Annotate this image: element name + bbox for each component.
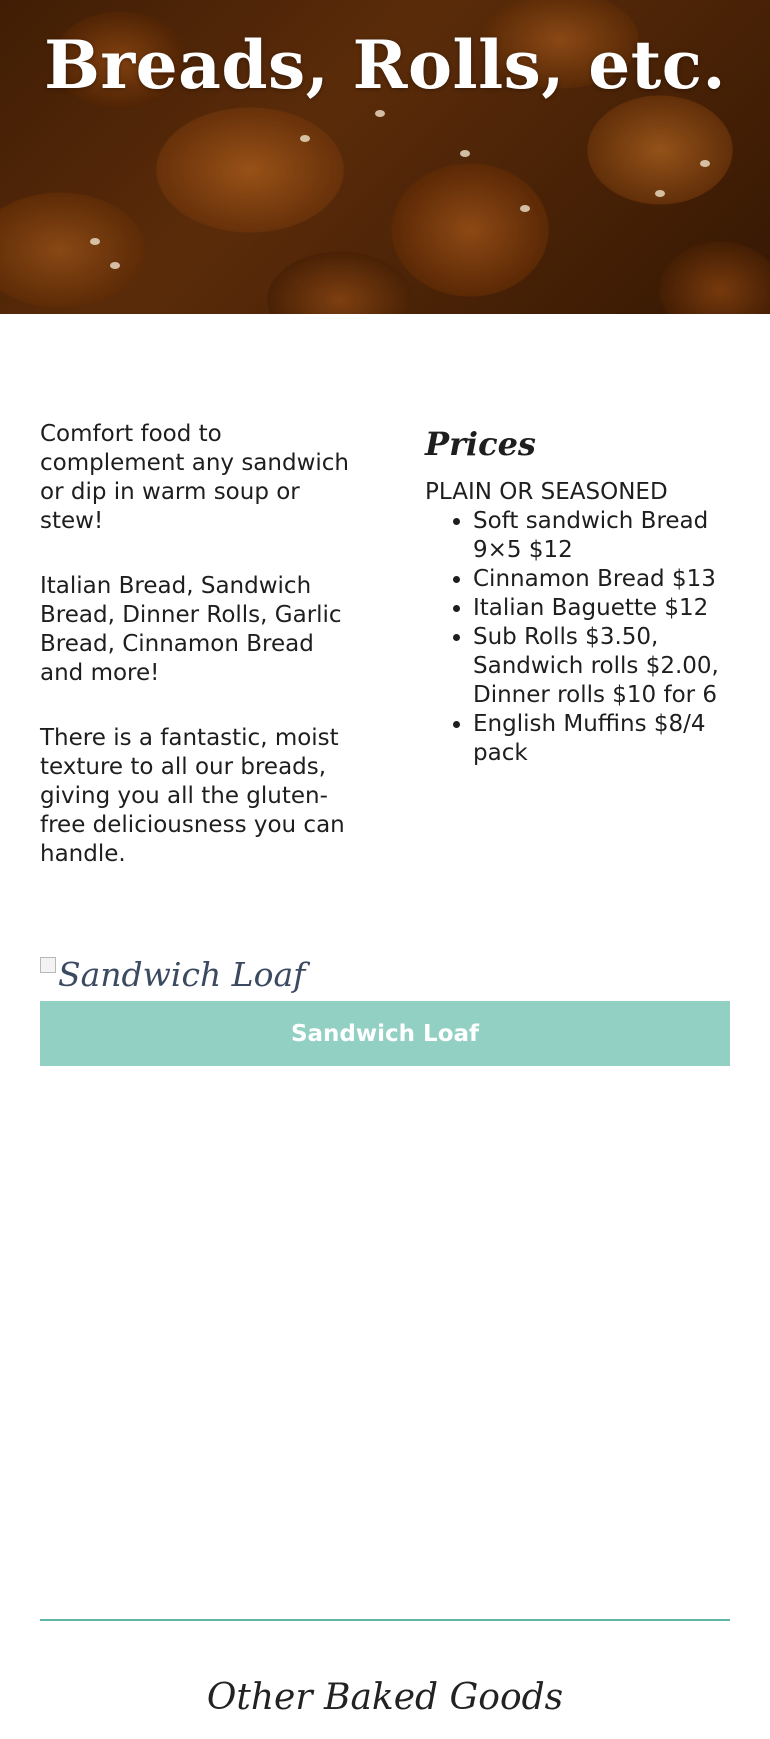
hero-banner <box>0 0 770 314</box>
price-item: • Soft sandwich Bread 9×5 $12 <box>473 507 735 565</box>
broken-image-icon <box>40 957 56 973</box>
hero-speck <box>520 205 530 212</box>
section-divider <box>40 1619 730 1621</box>
intro-paragraph: Italian Bread, Sandwich Bread, Dinner Rolls, Garlic Bread, Cinnamon Bread and more! <box>40 573 342 686</box>
intro-column <box>40 420 350 905</box>
hero-speck <box>700 160 710 167</box>
hero-speck <box>655 190 665 197</box>
prices-column <box>425 424 735 768</box>
hero-speck <box>300 135 310 142</box>
page-title: Breads, Rolls, etc. <box>44 26 726 104</box>
other-baked-goods-heading: Other Baked Goods <box>206 1677 564 1718</box>
price-item: • Cinnamon Bread $13 <box>473 565 735 594</box>
prices-heading: Prices <box>425 425 536 463</box>
intro-paragraph: There is a fantastic, moist texture to all our breads, giving you all the gluten-free deliciousness you can handle. <box>40 725 345 867</box>
hero-speck <box>90 238 100 245</box>
price-item: • Italian Baguette $12 <box>473 594 735 623</box>
hero-speck <box>110 262 120 269</box>
sandwich-loaf-button[interactable]: Sandwich Loaf <box>40 1001 730 1066</box>
hero-speck <box>375 110 385 117</box>
intro-paragraph: Comfort food to complement any sandwich or dip in warm soup or stew! <box>40 421 349 534</box>
sandwich-loaf-image <box>40 955 305 994</box>
price-item: • English Muffins $8/4 pack <box>473 710 735 768</box>
image-alt-text: Sandwich Loaf <box>58 955 306 994</box>
hero-speck <box>460 150 470 157</box>
prices-label: PLAIN OR SEASONED <box>425 479 668 505</box>
price-item: • Sub Rolls $3.50, Sandwich rolls $2.00, Dinner rolls $10 for 6 <box>473 623 735 710</box>
price-list <box>425 507 735 768</box>
